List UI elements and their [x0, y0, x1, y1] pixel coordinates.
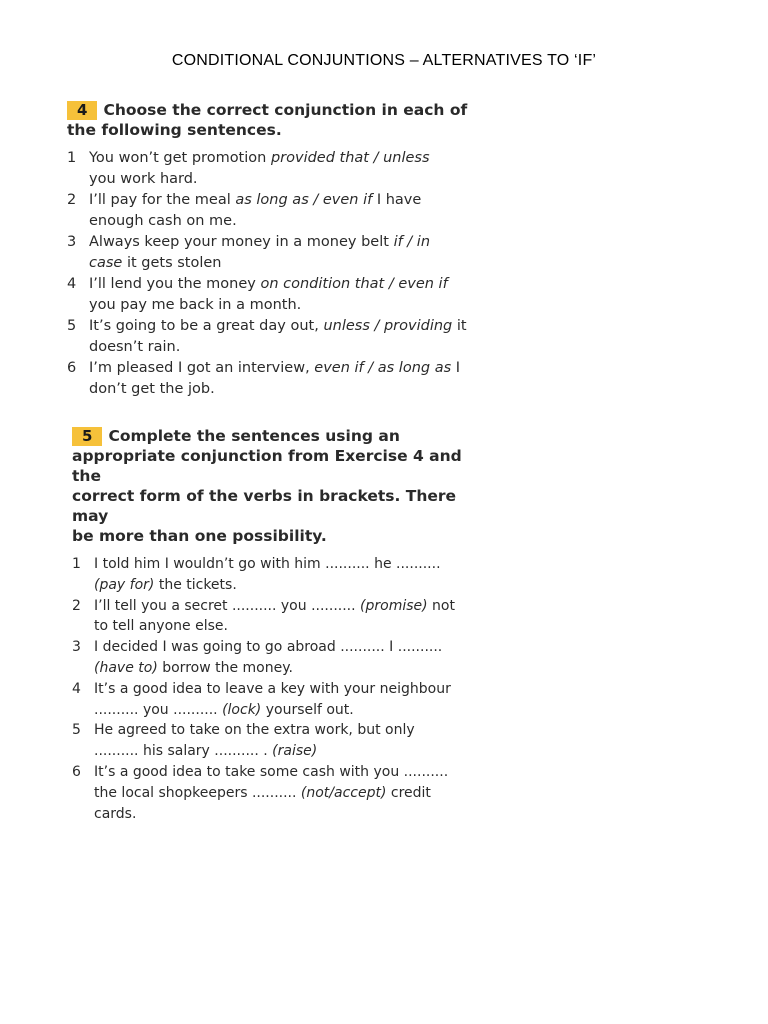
page-title: CONDITIONAL CONJUNTIONS – ALTERNATIVES TO ‘IF’ — [171, 52, 597, 69]
exercise-number-badge: 4 — [67, 101, 97, 120]
list-item: 4 I’ll lend you the money on condition that / even if you pay me back in a month. — [67, 276, 448, 313]
list-item: 5 It’s going to be a great day out, unless / providing it doesn’t rain. — [67, 318, 467, 355]
exercise-number-badge: 5 — [72, 427, 102, 446]
list-item: 3 Always keep your money in a money belt if / in case it gets stolen — [67, 234, 431, 271]
exercise-5 — [72, 426, 492, 824]
list-item: 2 I’ll tell you a secret .......... you .......... (promise) not to tell anyone else. — [72, 597, 455, 635]
list-item: 3 I decided I was going to go abroad .......... I .......... (have to) borrow the money. — [72, 639, 443, 676]
exercise-4-instruction: 4 Choose the correct conjunction in each of the following sentences. — [67, 101, 468, 139]
list-item: 6 I’m pleased I got an interview, even if / as long as I don’t get the job. — [67, 360, 461, 397]
list-item: 2 I’ll pay for the meal as long as / even if I have enough cash on me. — [67, 192, 422, 229]
list-item: 6 It’s a good idea to take some cash with you .......... the local shopkeepers .......... (not/accept) credit cards. — [72, 763, 449, 822]
list-item: 5 He agreed to take on the extra work, but only .......... his salary .......... . (raise) — [72, 722, 415, 760]
exercise-5-instruction: 5 Complete the sentences using an appropriate conjunction from Exercise 4 and the correct form of the verbs in brackets. There may be more than one possibility. — [72, 427, 462, 545]
exercise-5-list — [72, 554, 492, 824]
list-item: 1 I told him I wouldn’t go with him .......... he .......... (pay for) the tickets. — [72, 556, 441, 593]
list-item: 4 It’s a good idea to leave a key with your neighbour .......... you .......... (lock) yourself out. — [72, 680, 451, 718]
exercise-4-list — [67, 148, 497, 400]
list-item: 1 You won’t get promotion provided that / unless you work hard. — [67, 150, 430, 187]
exercise-4 — [67, 100, 497, 400]
